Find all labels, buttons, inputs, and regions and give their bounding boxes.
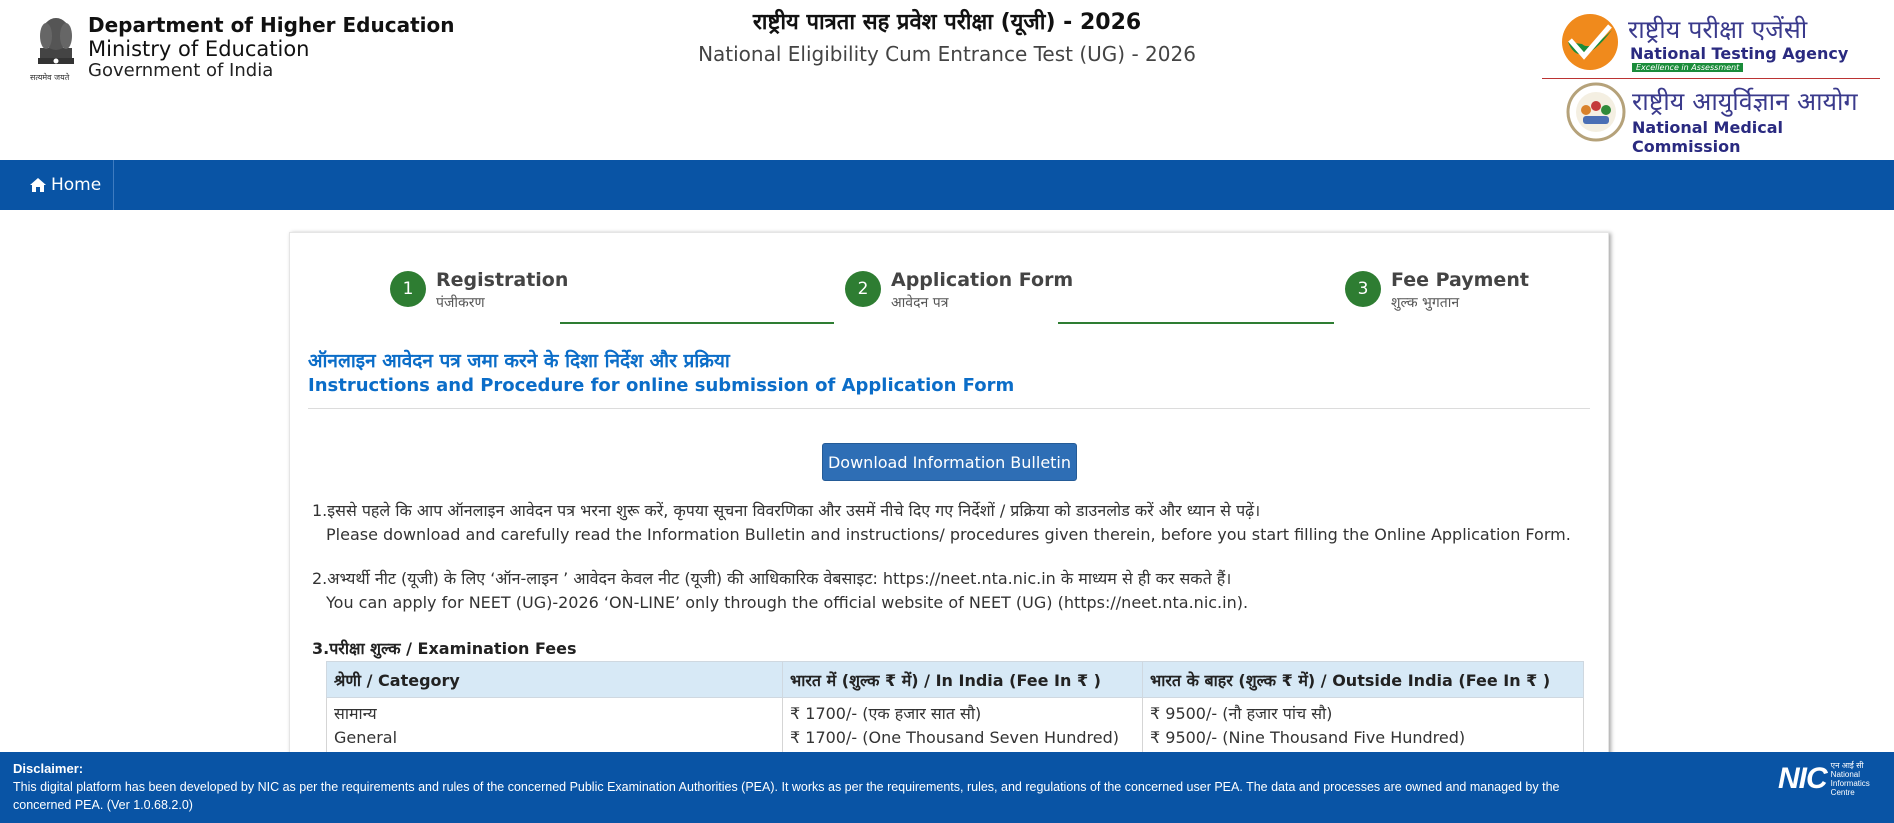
main-navbar [0, 160, 1894, 210]
instructions-heading-hindi: ऑनलाइन आवेदन पत्र जमा करने के दिशा निर्देश और प्रक्रिया [308, 350, 730, 372]
instruction-hindi: 2.अभ्यर्थी नीट (यूजी) के लिए ‘ऑन-लाइन ’ आवेदन केवल नीट (यूजी) की आधिकारिक वेबसाइट: https://neet.nta.nic.in के माध्यम से ही कर सकते हैं। [312, 569, 1232, 588]
disclaimer-heading: Disclaimer: [13, 761, 84, 776]
ministry-name: Ministry of Education [88, 37, 310, 61]
category-hindi: सामान्य [334, 704, 377, 723]
nav-home-link[interactable] [18, 160, 114, 210]
outside-fee-hindi: ₹ 9500/- (नौ हजार पांच सौ) [1150, 704, 1333, 723]
disclaimer-text: This digital platform has been developed by NIC as per the requirements and rules of the concerned Public Examination Authorities (PEA). It works as per the requirements, rules, and regulations of the concerned user PEA. The data and processes are owned and managed by the concerned PEA. (Ver 1.0.68.2.0) [13, 780, 1560, 812]
step-title: Application Form [891, 269, 1074, 291]
department-name: Department of Higher Education [88, 13, 455, 37]
step-number: 1 [390, 271, 426, 307]
instruction-item [312, 567, 1248, 615]
table-row [327, 698, 1584, 755]
nta-name-hindi: राष्ट्रीय परीक्षा एजेंसी [1628, 15, 1808, 44]
india-fee-english: ₹ 1700/- (One Thousand Seven Hundred) [790, 728, 1119, 747]
step-subtitle: आवेदन पत्र [891, 295, 949, 311]
column-header: भारत के बाहर (शुल्क ₹ में) / Outside India (Fee In ₹ ) [1143, 662, 1584, 698]
step-subtitle: शुल्क भुगतान [1391, 295, 1460, 311]
instruction-english: Please download and carefully read the Information Bulletin and instructions/ procedures given therein, before you start filling the Online Application Form. [326, 525, 1571, 544]
fee-title: 3.परीक्षा शुल्क / Examination Fees [312, 639, 577, 658]
step-registration [390, 269, 568, 312]
emblem-caption: सत्यमेव जयते [30, 73, 70, 82]
category-english: General [334, 728, 398, 747]
site-footer [0, 752, 1894, 823]
nmc-name-english: National Medical Commission [1632, 118, 1784, 156]
nic-logo-text: NIC [1778, 762, 1827, 795]
nav-home-label: Home [51, 175, 102, 195]
nmc-seal-icon [1566, 82, 1626, 142]
home-icon [30, 178, 46, 192]
nic-sub-hindi: एन आई सी [1830, 761, 1864, 770]
outside-fee-english: ₹ 9500/- (Nine Thousand Five Hundred) [1150, 728, 1466, 747]
column-header: भारत में (शुल्क ₹ में) / In India (Fee In ₹ ) [783, 662, 1143, 698]
nta-tagline: Excellence in Assessment [1632, 63, 1743, 72]
column-header: श्रेणी / Category [327, 662, 783, 698]
site-header [0, 0, 1894, 160]
divider [308, 408, 1590, 409]
download-bulletin-button[interactable]: Download Information Bulletin [822, 443, 1077, 481]
step-subtitle: पंजीकरण [436, 295, 485, 311]
instruction-hindi: 1.इससे पहले कि आप ऑनलाइन आवेदन पत्र भरना शुरू करें, कृपया सूचना विवरणिका और उसमें नीचे दिए गए निर्देशों / प्रक्रिया को डाउनलोड करें और ध्यान से पढ़ें। [312, 501, 1261, 520]
fee-table [326, 661, 1584, 755]
outside-fee-cell [1143, 698, 1584, 755]
exam-title-hindi: राष्ट्रीय पात्रता सह प्रवेश परीक्षा (यूजी) - 2026 [752, 10, 1142, 35]
step-connector [1058, 322, 1334, 324]
instructions-heading-english: Instructions and Procedure for online submission of Application Form [308, 375, 1015, 396]
fee-table-header-row [327, 662, 1584, 698]
step-number: 2 [845, 271, 881, 307]
nic-sub-line: National [1830, 770, 1861, 779]
india-fee-hindi: ₹ 1700/- (एक हजार सात सौ) [790, 704, 982, 723]
application-card [289, 232, 1609, 823]
nta-check-icon [1560, 12, 1620, 72]
nta-logo [1560, 12, 1880, 74]
category-cell [327, 698, 783, 755]
nic-logo [1778, 760, 1880, 798]
instruction-item [312, 499, 1571, 547]
nic-sub-line: Informatics [1830, 779, 1870, 788]
nic-sub-line: Centre [1830, 788, 1855, 797]
india-fee-cell [783, 698, 1143, 755]
nic-logo-subtext [1831, 761, 1870, 797]
step-connector [560, 322, 834, 324]
progress-steps [390, 269, 1530, 319]
instruction-english: You can apply for NEET (UG)-2026 ‘ON-LINE’ only through the official website of NEET (UG) (https://neet.nta.nic.in). [326, 593, 1249, 612]
logo-divider [1542, 78, 1880, 79]
step-fee-payment [1345, 269, 1529, 312]
step-application-form [845, 269, 1073, 312]
instructions-heading [308, 347, 1014, 396]
nta-name-english: National Testing Agency [1630, 44, 1849, 63]
step-number: 3 [1345, 271, 1381, 307]
exam-title-english: National Eligibility Cum Entrance Test (UG) - 2026 [698, 42, 1196, 66]
nmc-logo [1566, 82, 1886, 156]
nmc-name-hindi: राष्ट्रीय आयुर्विज्ञान आयोग [1632, 87, 1858, 116]
step-title: Registration [436, 269, 569, 291]
step-title: Fee Payment [1391, 269, 1529, 291]
government-name: Government of India [88, 60, 274, 82]
